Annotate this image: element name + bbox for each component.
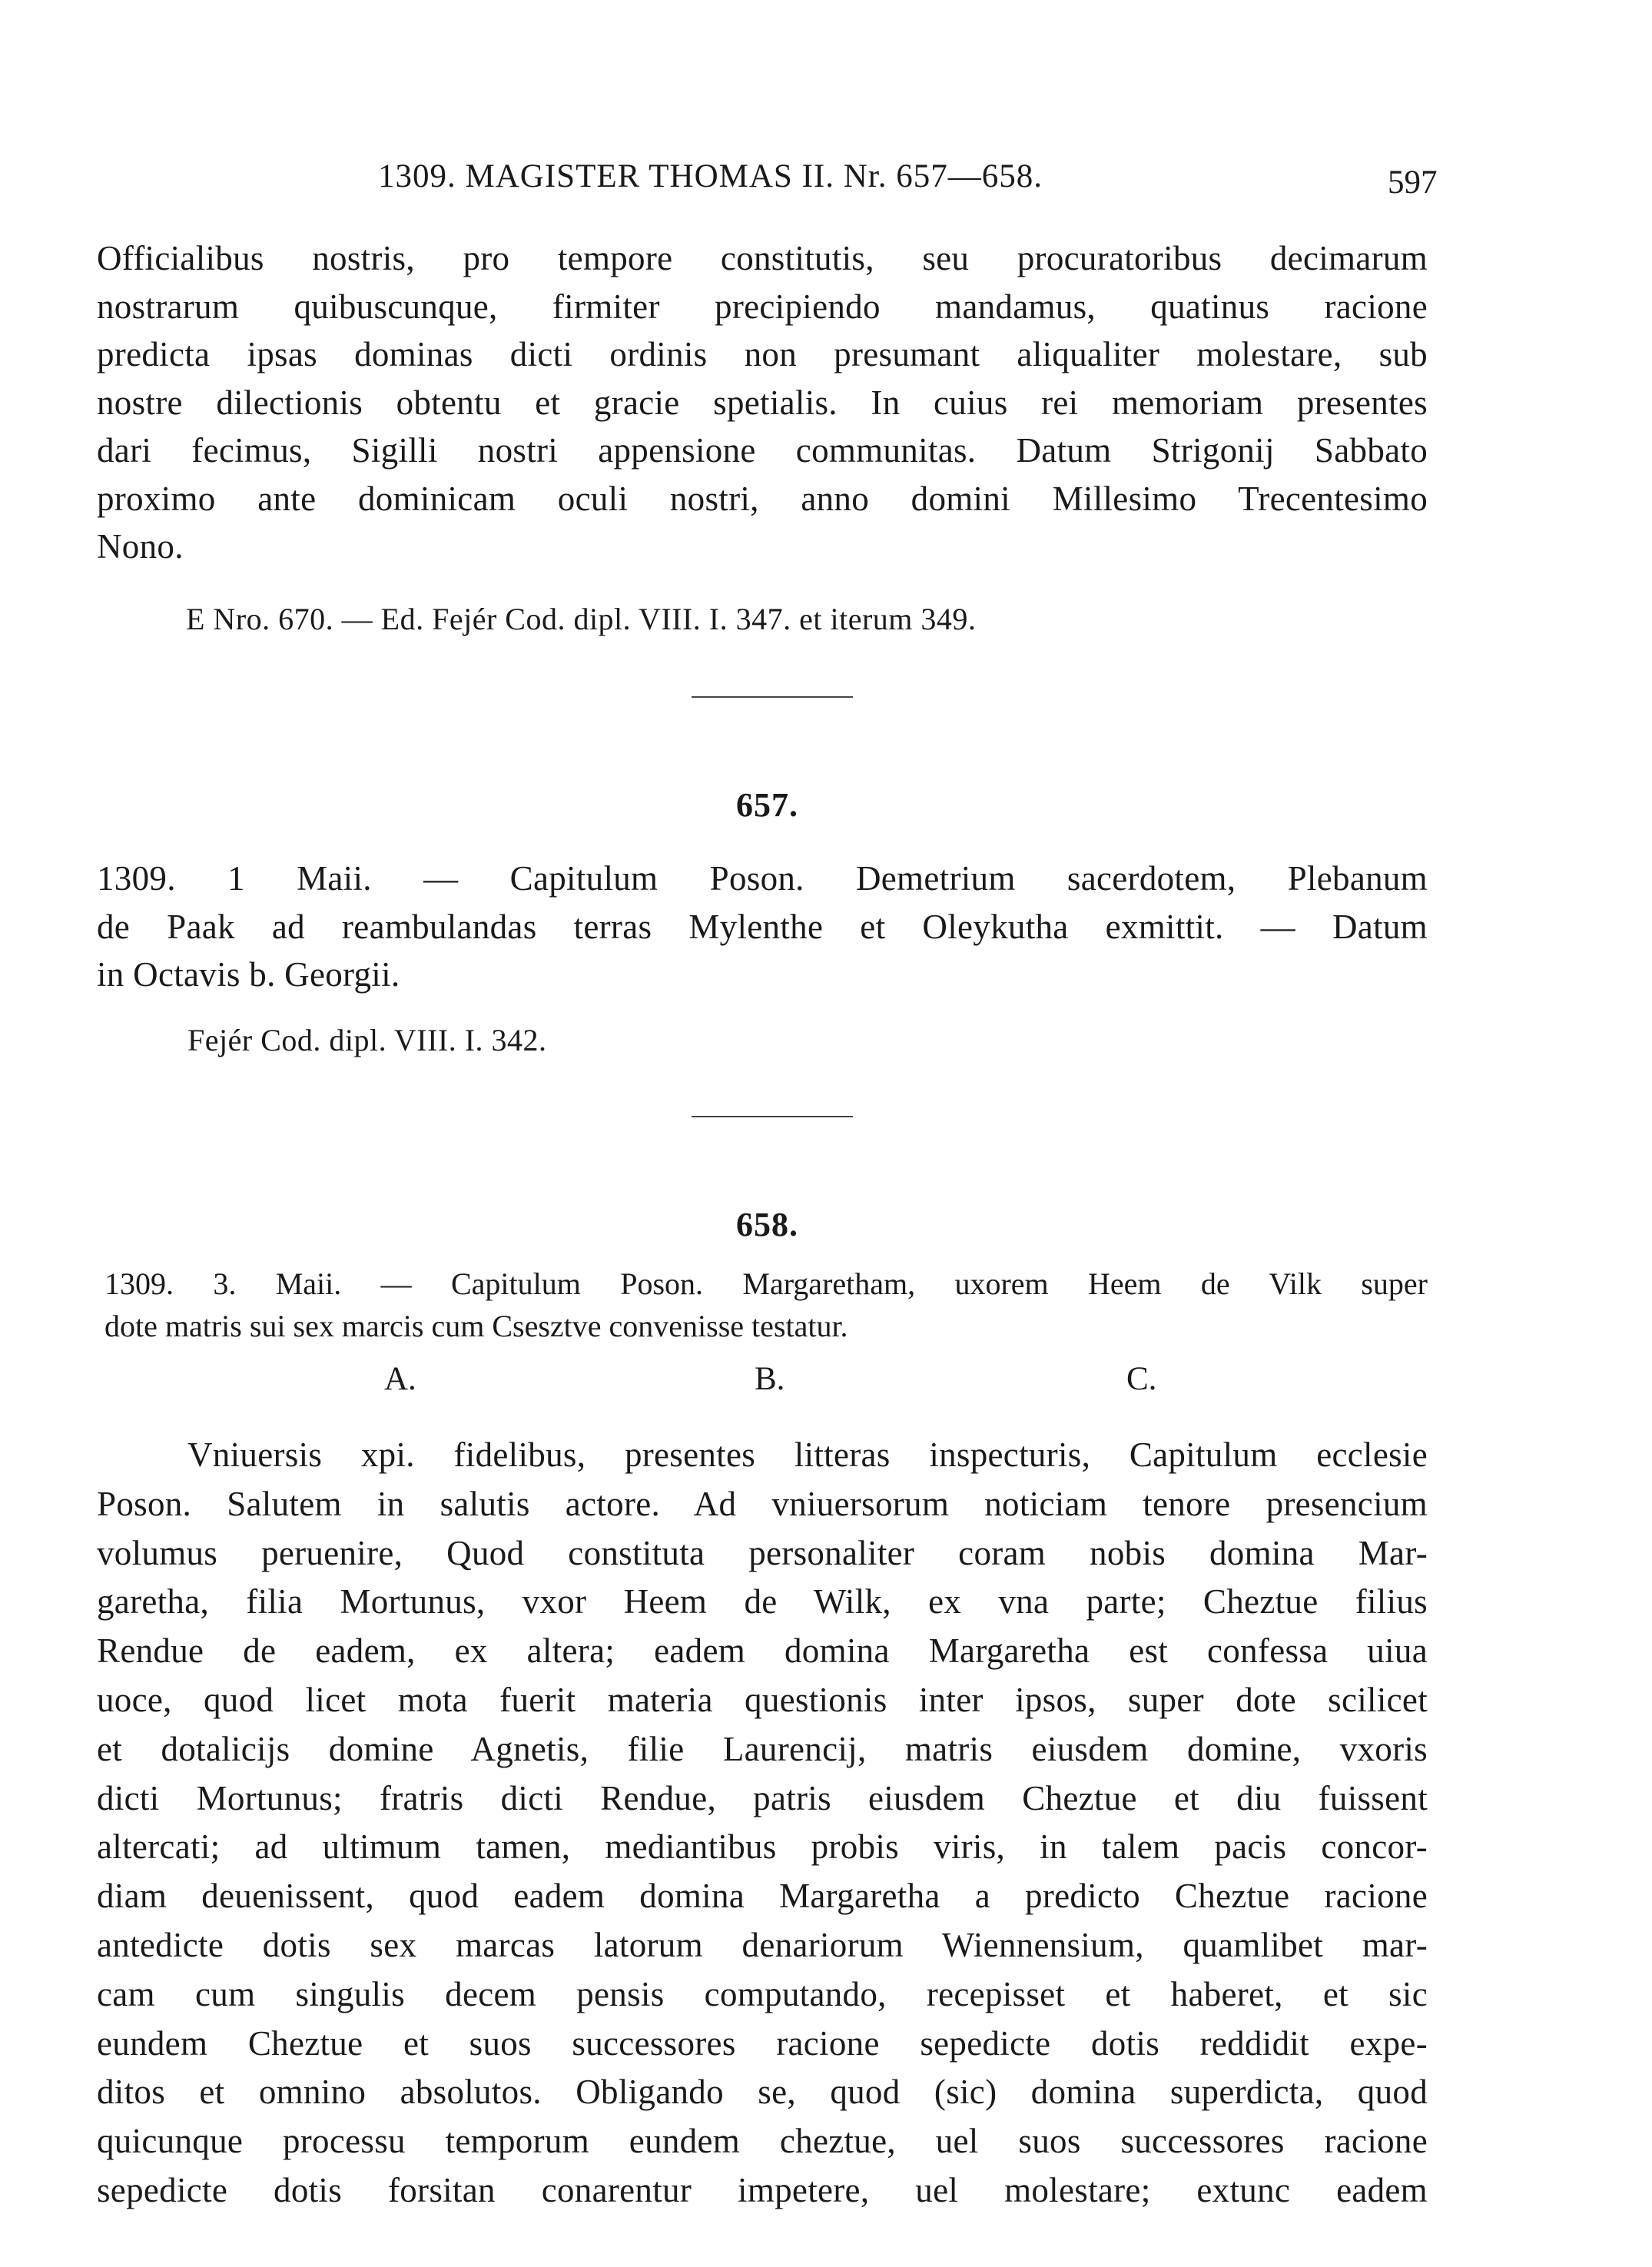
text-line: Rendue de eadem, ex altera; eadem domina Margaretha est confessa uiua (97, 1631, 1428, 1671)
text-line: uoce, quod licet mota fuerit materia questionis inter ipsos, super dote scilicet (97, 1680, 1428, 1719)
variant-label-b: B. (755, 1361, 785, 1397)
text-line: Vniuersis xpi. fidelibus, presentes litteras inspecturis, Capitulum ecclesie (187, 1436, 1428, 1474)
text-line: dote matris sui sex marcis cum Csesztve convenisse testatur. (104, 1309, 848, 1343)
running-head: 1309. MAGISTER THOMAS II. Nr. 657—658. (378, 158, 1043, 194)
text-line: Poson. Salutem in salutis actore. Ad vniuersorum noticiam tenore presencium (97, 1484, 1428, 1523)
variant-label-a: A. (384, 1361, 416, 1397)
charter-text-658 (97, 1431, 1428, 2216)
text-line: et dotalicijs domine Agnetis, filie Laurencij, matris eiusdem domine, vxoris (97, 1729, 1428, 1768)
text-line: in Octavis b. Georgii. (97, 955, 400, 994)
text-line: Nono. (97, 527, 184, 566)
text-line: Officialibus nostris, pro tempore constitutis, seu procuratoribus decimarum (97, 239, 1428, 277)
text-line: predicta ipsas dominas dicti ordinis non presumant aliqualiter molestare, sub (97, 335, 1428, 373)
text-line: 1309. 3. Maii. — Capitulum Poson. Margaretham, uxorem Heem de Vilk super (104, 1266, 1428, 1301)
source-citation: E Nro. 670. — Ed. Fejér Cod. dipl. VIII. I. 347. et iterum 349. (186, 602, 977, 636)
text-line: proximo ante dominicam oculi nostri, anno domini Millesimo Trecentesimo (97, 479, 1428, 518)
text-line: nostre dilectionis obtentu et gracie spetialis. In cuius rei memoriam presentes (97, 383, 1428, 422)
text-line: volumus peruenire, Quod constituta personaliter coram nobis domina Mar- (97, 1533, 1428, 1572)
text-line: dari fecimus, Sigilli nostri appensione communitas. Datum Strigonij Sabbato (97, 431, 1428, 470)
regest-658 (104, 1263, 1428, 1347)
continuation-text (97, 234, 1428, 571)
regest-657 (97, 855, 1428, 999)
text-line: dicti Mortunus; fratris dicti Rendue, patris eiusdem Cheztue et diu fuissent (97, 1778, 1428, 1817)
text-line: cam cum singulis decem pensis computando, recepisset et haberet, et sic (97, 1974, 1428, 2013)
text-line: nostrarum quibuscunque, firmiter precipiendo mandamus, quatinus racione (97, 287, 1428, 326)
document-number: 657. (736, 786, 798, 824)
page-number: 597 (1388, 164, 1438, 201)
section-divider (692, 1116, 853, 1117)
text-line: diam deuenissent, quod eadem domina Margaretha a predicto Cheztue racione (97, 1877, 1428, 1916)
text-line: quicunque processu temporum eundem cheztue, uel suos successores racione (97, 2122, 1428, 2161)
text-line: sepedicte dotis forsitan conarentur impetere, uel molestare; extunc eadem (97, 2170, 1428, 2209)
text-line: de Paak ad reambulandas terras Mylenthe et Oleykutha exmittit. — Datum (97, 907, 1428, 946)
source-citation: Fejér Cod. dipl. VIII. I. 342. (187, 1023, 547, 1057)
document-number: 658. (736, 1206, 798, 1243)
text-line: 1309. 1 Maii. — Capitulum Poson. Demetrium sacerdotem, Plebanum (97, 859, 1428, 898)
text-line: ditos et omnino absolutos. Obligando se, quod (sic) domina superdicta, quod (97, 2073, 1428, 2112)
section-divider (692, 696, 853, 698)
variant-label-c: C. (1126, 1361, 1157, 1397)
text-line: altercati; ad ultimum tamen, mediantibus probis viris, in talem pacis concor- (97, 1827, 1428, 1867)
text-line: antedicte dotis sex marcas latorum denariorum Wiennensium, quamlibet mar- (97, 1925, 1428, 1964)
text-line: eundem Cheztue et suos successores racione sepedicte dotis reddidit expe- (97, 2023, 1428, 2063)
text-line: garetha, filia Mortunus, vxor Heem de Wilk, ex vna parte; Cheztue filius (97, 1582, 1428, 1621)
